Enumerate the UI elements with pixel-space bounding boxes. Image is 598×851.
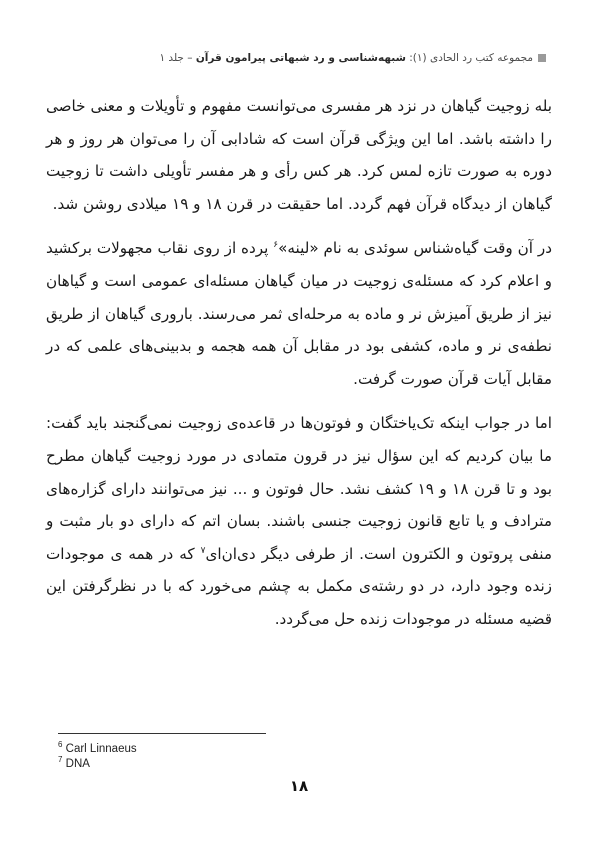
header-title: شبهه‌شناسی و رد شبهاتی پیرامون قرآن xyxy=(195,52,406,64)
footnote-7 xyxy=(58,757,137,772)
header-volume: – جلد ۱ xyxy=(159,52,193,64)
footnote-ref-7: ۷ xyxy=(200,545,206,556)
footnote-text: DNA xyxy=(65,758,90,770)
paragraph-3-text-start: اما در جواب اینکه تک‌یاختگان و فوتون‌ها در قاعده‌ی زوجیت نمی‌گنجند باید گفت: ما بیان کردیم که این سؤال نیز در قرون متمادی در مورد زوجیت گیاهان مطرح بود و تا قرن ۱۸ و ۱۹ کشف نشد. حال فوتون و ... نیز می‌توانند دارای گزاره‌های مترادف و یا تابع قانون زوجیت جنسی باشند. بسان اتم که دارای دو بار مثبت و منفی پروتون و الکترون است. از طرفی دیگر دی‌ان‌ای xyxy=(46,414,552,563)
page-number: ۱۸ xyxy=(289,777,309,795)
header-series: مجموعه کتب رد الحادی (۱): xyxy=(409,52,533,64)
footnotes xyxy=(58,742,137,772)
footnote-number: 7 xyxy=(58,755,63,765)
paragraph-2-text-end: پرده از روی نقاب مجهولات برکشید و اعلام کرد که مسئله‌ی زوجیت در میان گیاهان مسئله‌ای عمومی است و گیاهان نیز از طریق آمیزش نر و ماده به مرحله‌ای ثمر می‌رسند. باروری گیاهان از طریق نطفه‌ی نر و ماده، کشفی بود در مقابل آن همه هجمه و بدبینی‌های علمی که در مقابل آیات قرآن صورت گرفت. xyxy=(46,239,552,388)
paragraph-1 xyxy=(46,90,552,220)
footnote-ref-6: ۶ xyxy=(273,240,279,251)
running-header xyxy=(40,52,546,64)
paragraph-2-text-start: در آن وقت گیاه‌شناس سوئدی به نام «لینه» xyxy=(278,239,552,258)
paragraph-1-text: بله زوجیت گیاهان در نزد هر مفسری می‌توانست مفهوم و تأویلات و معنی خاصی را داشته باشد. اما این ویژگی قرآن است که شادابی آن را می‌توان هر روز و هر دوره به صورت تازه لمس کرد. هر کس رأی و هر مفسر تأویلی داشت تا زوجیت گیاهان از دیدگاه قرآن فهم گردد. اما حقیقت در قرن ۱۸ و ۱۹ میلادی روشن شد. xyxy=(46,97,552,213)
paragraph-2 xyxy=(46,232,552,395)
footnote-6 xyxy=(58,742,137,757)
square-bullet-icon xyxy=(538,54,546,62)
footnote-text: Carl Linnaeus xyxy=(65,743,137,755)
footnote-separator xyxy=(58,733,266,734)
main-text xyxy=(46,90,552,648)
footnote-number: 6 xyxy=(58,740,63,750)
paragraph-3 xyxy=(46,407,552,635)
paragraph-3-text-end: که در همه ی موجودات زنده وجود دارد، در دو رشته‌ی مکمل به چشم می‌خورد که با در نظرگرفتن این قضیه مسئله در موجودات زنده حل می‌گردد. xyxy=(46,544,552,628)
